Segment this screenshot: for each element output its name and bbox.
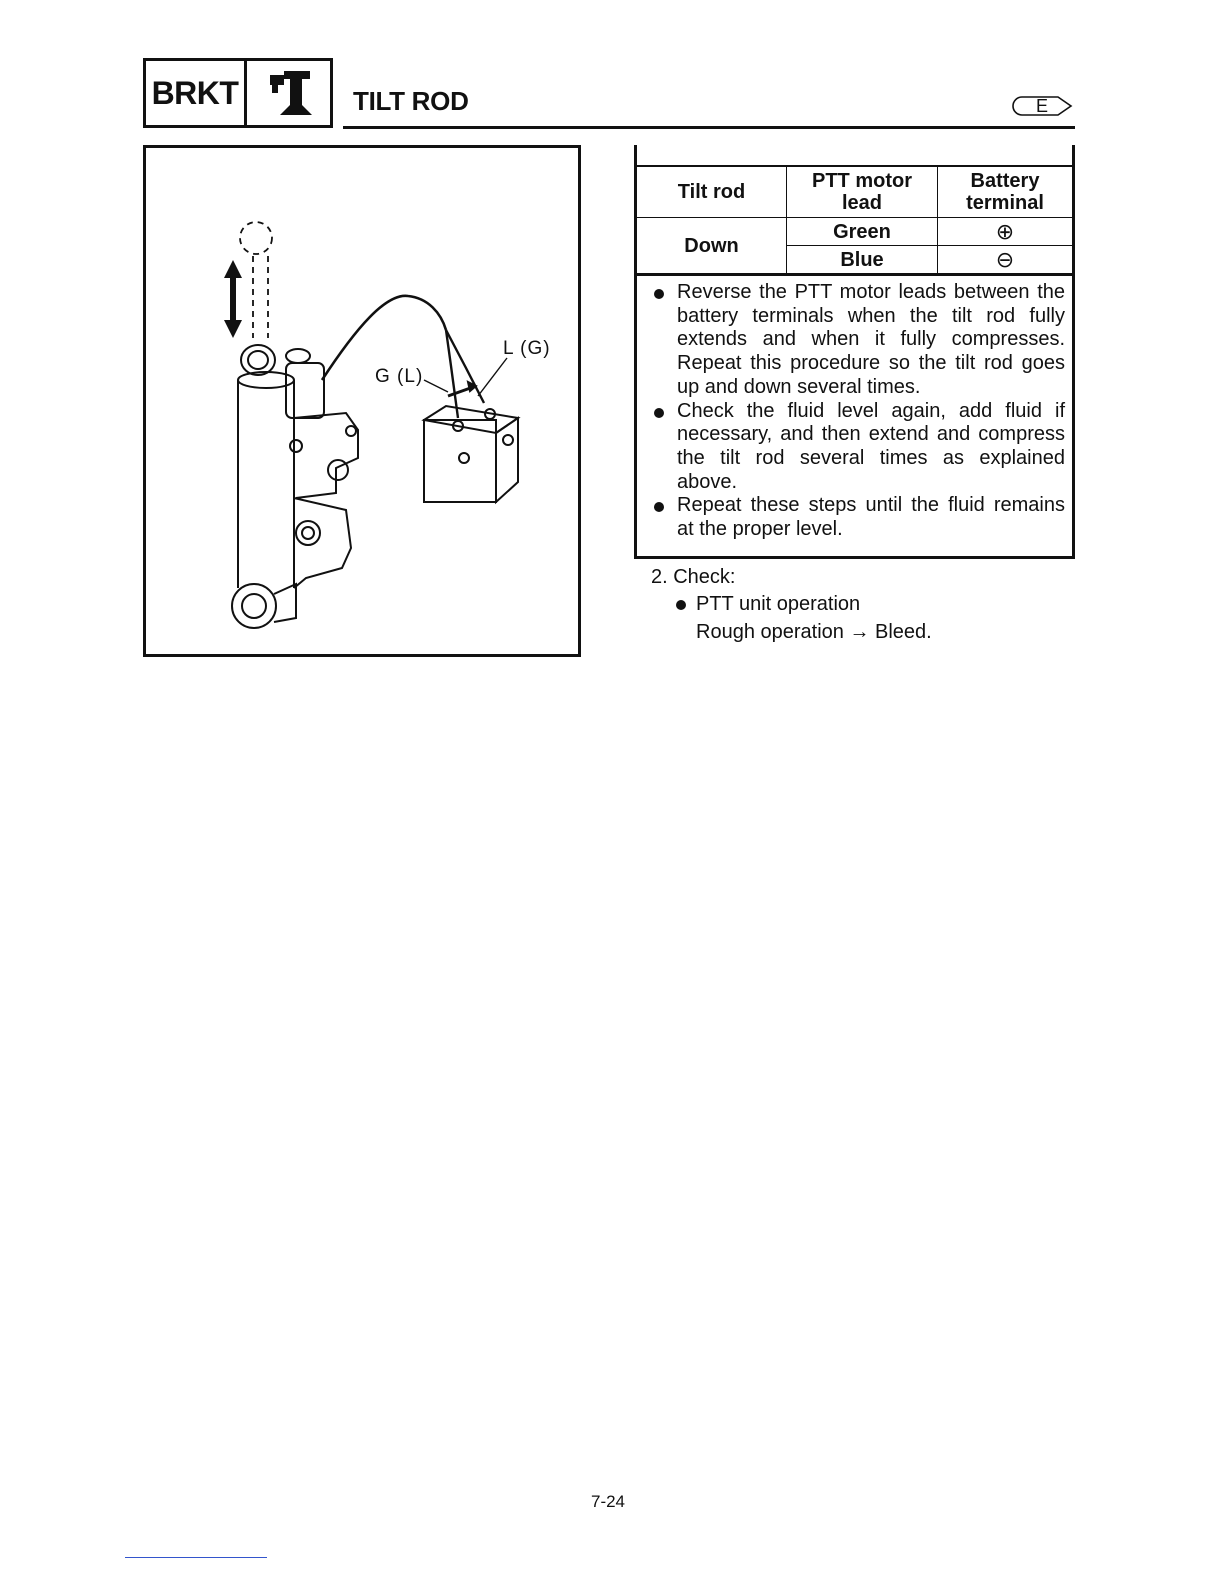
figure-frame xyxy=(143,145,581,657)
check-item-text: PTT unit operation xyxy=(696,593,861,615)
list-item xyxy=(651,400,1065,495)
bullet-icon xyxy=(654,408,664,418)
table-row xyxy=(637,218,1072,246)
note-text: Check the fluid level again, add fluid if necessary, and then extend and compress the tilt rod several times as explained above. xyxy=(677,399,1065,493)
note-text: Reverse the PTT motor leads between the battery terminals when the tilt rod fully extends and when it fully compresses. Repeat this procedure so the tilt rod goes up and down several times. xyxy=(677,281,1065,398)
header-line: lead xyxy=(841,192,883,214)
connection-table xyxy=(637,165,1072,274)
table-bottom-rule xyxy=(637,273,1072,276)
list-item xyxy=(651,494,1065,541)
check-item xyxy=(674,592,860,616)
page-number: 7-24 xyxy=(590,1492,626,1511)
table-cell-lead: Blue xyxy=(787,246,938,274)
callout-right-lead: L (G) xyxy=(503,338,551,359)
title-rule xyxy=(343,126,1075,129)
note-text: Repeat these steps until the fluid remains at the proper level. xyxy=(677,494,1065,541)
list-item xyxy=(651,281,1065,400)
language-badge xyxy=(1010,94,1074,118)
table-cell-terminal: ⊕ xyxy=(938,218,1073,246)
table-cell-direction: Down xyxy=(637,218,787,274)
table-cell-terminal: ⊖ xyxy=(938,246,1073,274)
table-cell-lead: Green xyxy=(787,218,938,246)
bullet-icon xyxy=(654,502,664,512)
check-result: Rough operation → Bleed. xyxy=(696,621,932,643)
header-line: Battery xyxy=(970,170,1040,192)
section-code: BRKT xyxy=(146,61,247,125)
notes-list xyxy=(651,281,1065,542)
footer-rule xyxy=(125,1557,267,1558)
table-header-ptt-motor-lead xyxy=(787,166,938,218)
check-step-label: 2. Check: xyxy=(651,566,736,588)
table-header-battery-terminal xyxy=(938,166,1073,218)
table-header-tilt-rod: Tilt rod xyxy=(637,166,787,218)
bracket-section-icon xyxy=(247,61,330,125)
bullet-icon xyxy=(676,600,686,610)
header-line: PTT motor xyxy=(812,170,912,192)
page-title: TILT ROD xyxy=(353,86,469,116)
ptt-unit-with-battery-illustration xyxy=(146,148,578,654)
header-line: terminal xyxy=(966,192,1044,214)
info-box xyxy=(634,145,1075,559)
section-header-box xyxy=(143,58,333,128)
table-header-row xyxy=(637,166,1072,218)
callout-left-lead: G (L) xyxy=(375,366,424,387)
bullet-icon xyxy=(654,289,664,299)
language-mark: E xyxy=(1035,96,1048,116)
